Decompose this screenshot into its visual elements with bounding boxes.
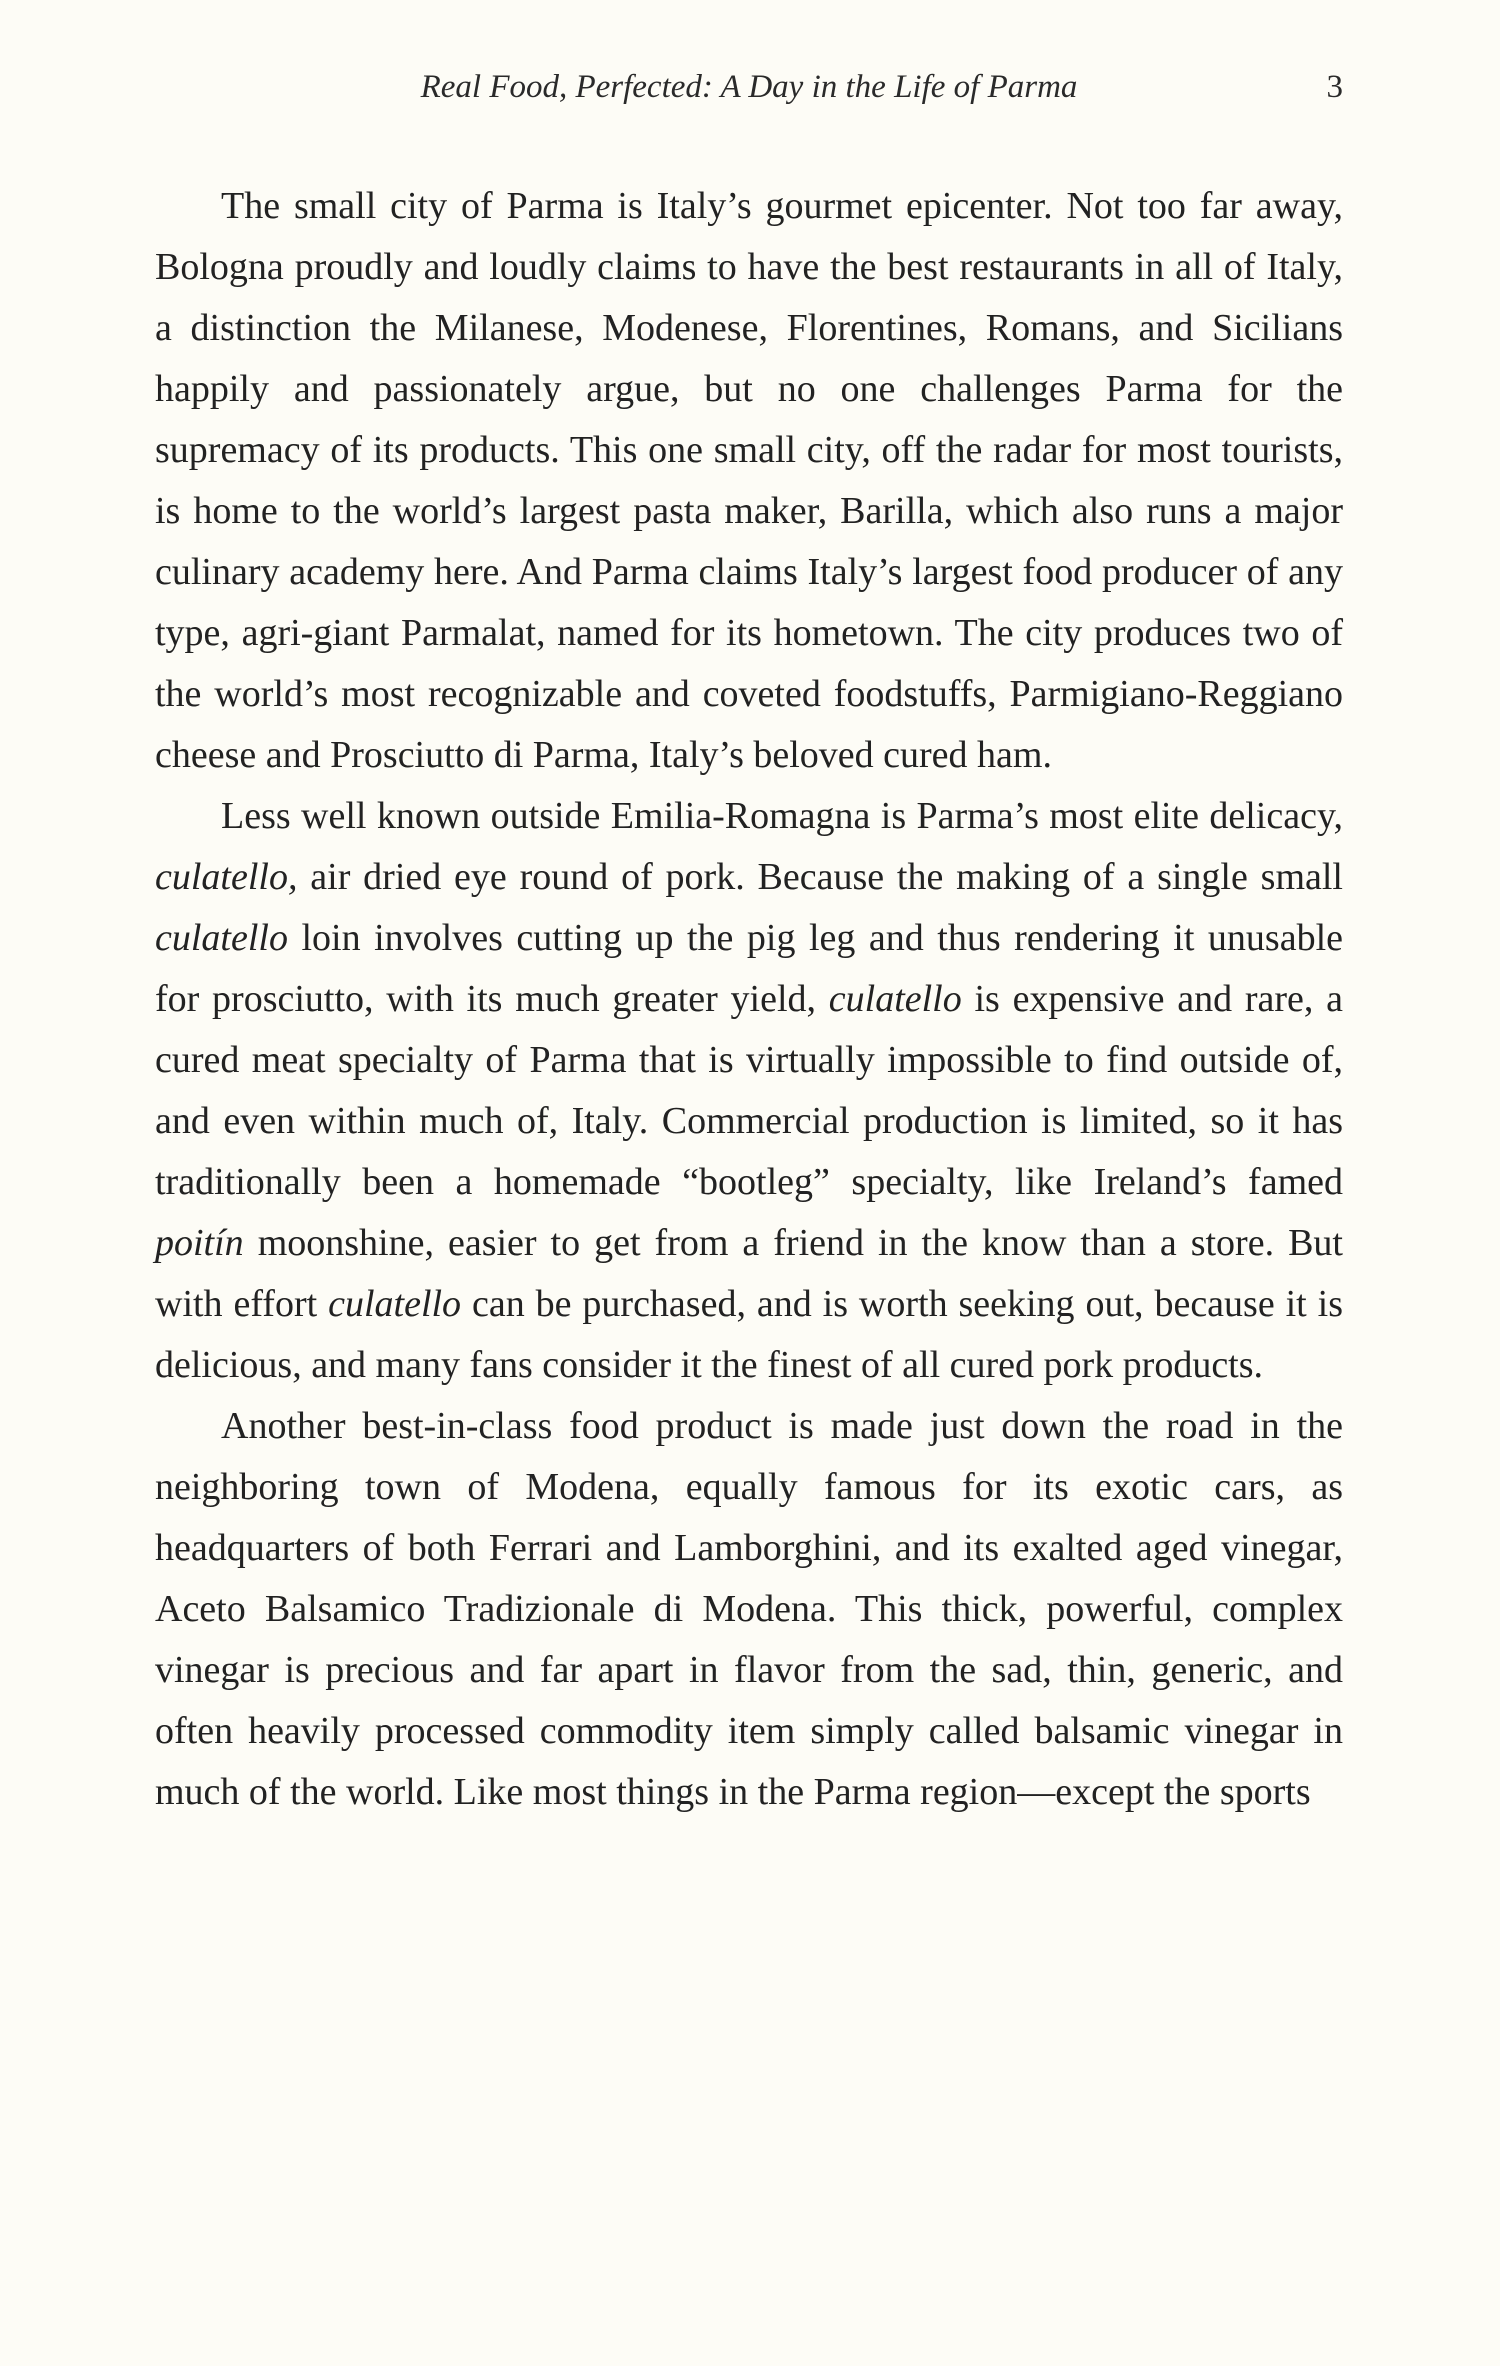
paragraph-text: moonshine, easier to get from a friend in the know than a store. But with effort	[155, 1222, 1343, 1325]
italic-term: culatello	[328, 1283, 462, 1325]
paragraph-text: air dried eye round of pork. Because the making of a single small	[297, 856, 1343, 898]
italic-term: culatello,	[155, 856, 298, 898]
italic-term: culatello	[155, 917, 288, 959]
paragraph-text: Another best-in-class food product is made just down the road in the neighboring town of Modena, equally famous for its exotic cars, as headquarters of both Ferrari and Lamborghini, and its exalted aged vinegar, Aceto Balsamico Tradizionale di Modena. This thick, powerful, complex vinegar is precious and far apart in flavor from the sad, thin, generic, and often heavily processed commodity item simply called balsamic vinegar in much of the world. Like most things in the Parma region—except the sports	[155, 1405, 1343, 1813]
paragraph-text: loin involves cutting up the pig leg and thus rendering it unusable for prosciutto, with its much greater yield,	[155, 917, 1343, 1020]
paragraph-text: can be purchased, and is worth seeking out, because it is delicious, and many fans consider it the finest of all cured pork products.	[155, 1283, 1343, 1386]
italic-term: culatello	[828, 978, 962, 1020]
paragraph-2	[155, 786, 1343, 1396]
running-head	[155, 62, 1343, 112]
paragraph-1	[155, 176, 1343, 786]
body-text	[155, 176, 1343, 1823]
running-title: Real Food, Perfected: A Day in the Life of Parma	[420, 69, 1078, 105]
page-number: 3	[1326, 69, 1343, 105]
italic-term: poitín	[155, 1222, 244, 1264]
paragraph-text: The small city of Parma is Italy’s gourmet epicenter. Not too far away, Bologna proudly and loudly claims to have the best restaurants in all of Italy, a distinction the Milanese, Modenese, Florentines, Romans, and Sicilians happily and passionately argue, but no one challenges Parma for the supremacy of its products. This one small city, off the radar for most tourists, is home to the world’s largest pasta maker, Barilla, which also runs a major culinary academy here. And Parma claims Italy’s largest food producer of any type, agri-giant Parmalat, named for its hometown. The city produces two of the world’s most recognizable and coveted foodstuffs, Parmigiano-Reggiano cheese and Prosciutto di Parma, Italy’s beloved cured ham.	[155, 185, 1343, 776]
paragraph-text: is expensive and rare, a cured meat specialty of Parma that is virtually impossible to find outside of, and even within much of, Italy. Commercial production is limited, so it has traditionally been a homemade “bootleg” specialty, like Ireland’s famed	[155, 978, 1343, 1203]
paragraph-text: Less well known outside Emilia-Romagna is Parma’s most elite delicacy,	[221, 795, 1343, 837]
paragraph-3	[155, 1396, 1343, 1823]
